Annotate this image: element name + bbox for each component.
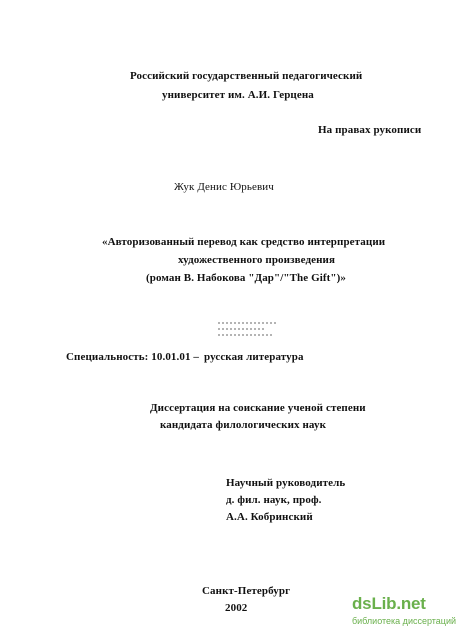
- university-line-2: университет им. А.И. Герцена: [162, 89, 314, 101]
- dissertation-line-2: кандидата филологических наук: [160, 419, 327, 431]
- faint-stamp-marks: [218, 322, 282, 346]
- university-line-1: Российский государственный педагогический: [130, 70, 363, 82]
- supervisor-role: Научный руководитель: [226, 477, 346, 489]
- title-line-3: (роман В. Набокова "Дар"/"The Gift")»: [146, 272, 346, 284]
- title-line-1: «Авторизованный перевод как средство интерпретации: [102, 236, 386, 248]
- watermark-subtitle: библиотека диссертаций: [352, 616, 456, 626]
- author-name: Жук Денис Юрьевич: [174, 181, 274, 193]
- supervisor-degree: д. фил. наук, проф.: [226, 494, 322, 506]
- specialty-value: русская литература: [204, 351, 304, 363]
- watermark: [352, 594, 456, 634]
- specialty-label: Специальность: 10.01.01 –: [66, 351, 200, 363]
- footer-city: Санкт-Петербург: [202, 585, 291, 597]
- supervisor-name: А.А. Кобринский: [226, 511, 313, 523]
- footer-year: 2002: [225, 602, 248, 614]
- title-line-2: художественного произведения: [178, 254, 336, 266]
- rights-notice: На правах рукописи: [318, 124, 422, 136]
- dissertation-line-1: Диссертация на соискание ученой степени: [150, 402, 366, 414]
- watermark-logo: dsLib.net: [352, 594, 426, 613]
